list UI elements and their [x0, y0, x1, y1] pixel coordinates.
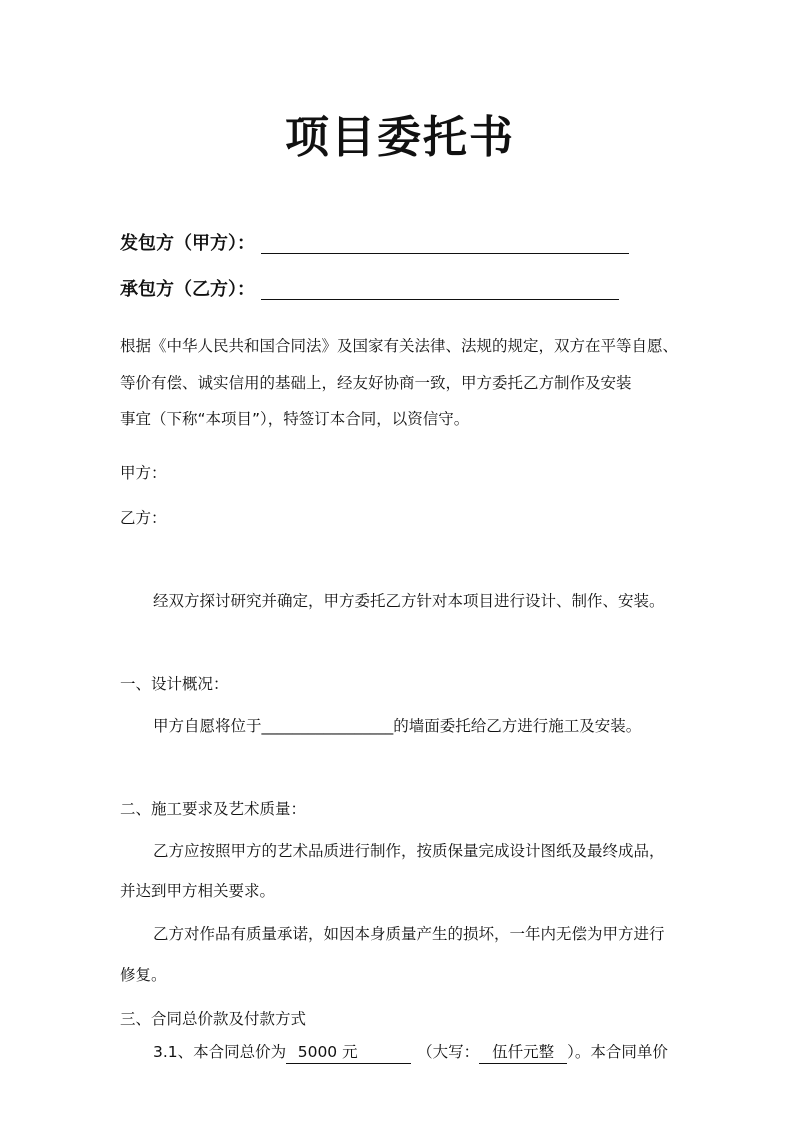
- section-2-para-2-line-2: 修复。: [120, 966, 167, 984]
- party-b-label: 承包方（乙方）：: [120, 279, 255, 300]
- section-1-text-before: 甲方自愿将位于: [153, 717, 262, 735]
- caps-label: （大写：: [417, 1043, 480, 1061]
- intro-paragraph: 经双方探讨研究并确定，甲方委托乙方针对本项目进行设计、制作、安装。: [153, 592, 665, 610]
- section-3-heading: 三、合同总价款及付款方式: [120, 1010, 307, 1028]
- section-2-para-1-line-1: 乙方应按照甲方的艺术品质进行制作，按质保量完成设计图纸及最终成品，: [153, 842, 665, 860]
- item-suffix: ）。本合同单价: [567, 1043, 668, 1061]
- party-b-short-label: 乙方：: [120, 509, 167, 527]
- party-a-short-label: 甲方：: [120, 464, 167, 482]
- section-2-para-2-line-1: 乙方对作品有质量承诺，如因本身质量产生的损坏，一年内无偿为甲方进行: [153, 925, 665, 943]
- party-a-row: [120, 231, 629, 257]
- caps-amount: 伍仟元整: [479, 1041, 567, 1064]
- preamble-line-3: 事宜（下称“本项目”），特签订本合同，以资信守。: [120, 410, 470, 428]
- item-prefix: 3.1、本合同总价为: [153, 1043, 287, 1061]
- section-2-heading: 二、施工要求及艺术质量：: [120, 800, 307, 818]
- party-b-blank: [261, 281, 619, 300]
- document-title: 项目委托书: [285, 112, 515, 163]
- total-amount: 5000 元: [286, 1041, 411, 1064]
- preamble-line-2: 等价有偿、诚实信用的基础上，经友好协商一致，甲方委托乙方制作及安装: [120, 374, 632, 392]
- section-1-text: [153, 715, 641, 737]
- section-1-heading: 一、设计概况：: [120, 675, 229, 693]
- preamble-line-1: 根据《中华人民共和国合同法》及国家有关法律、法规的规定，双方在平等自愿、: [120, 337, 679, 355]
- location-blank: _________________: [261, 717, 394, 735]
- party-a-label: 发包方（甲方）：: [120, 233, 255, 254]
- section-3-item-1: [153, 1041, 668, 1064]
- party-b-row: [120, 277, 619, 303]
- section-1-text-after: 的墙面委托给乙方进行施工及安装。: [393, 717, 642, 735]
- section-2-para-1-line-2: 并达到甲方相关要求。: [120, 882, 276, 900]
- party-a-blank: [261, 235, 629, 254]
